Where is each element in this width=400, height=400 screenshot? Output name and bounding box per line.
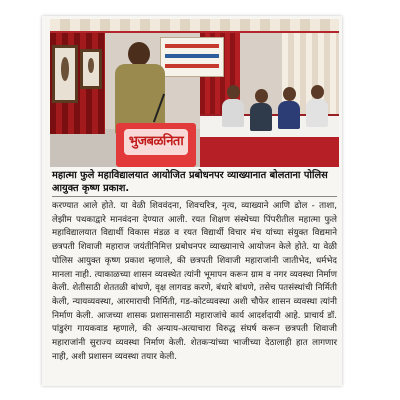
portrait-frame-1 — [52, 45, 78, 103]
event-photo — [50, 19, 339, 167]
curtain-valance — [50, 19, 339, 33]
photo-caption: महात्मा फुले महाविद्यालयात आयोजित प्रबोधनपर व्याख्यानात बोलताना पोलिस आयुक्त कृष्ण प्रकाश. — [52, 170, 328, 194]
newspaper-clipping — [42, 16, 342, 386]
wall-banner — [160, 37, 224, 77]
guest-seated — [306, 99, 328, 127]
guest-seated — [250, 103, 272, 131]
caption-divider — [52, 196, 337, 197]
guest-seated — [222, 99, 244, 127]
podium — [116, 123, 196, 167]
dais-table-cloth — [200, 137, 339, 167]
speaker-head — [128, 42, 150, 66]
podium-sign: भुजबळनिता — [124, 129, 188, 155]
guest-seated — [278, 101, 300, 129]
article-body: करण्यात आले होते. या वेळी शिववंदना, शिवचरित्र, नृत्य, व्याख्याने आणि ढोल - ताशा, लेझीम पथकाद्वारे मानवंदना देण्यात आली. रयत शिक्षण संस्थेच्या पिंपरीतील महात्मा फुले महाविद्यालयात विद्यार्थी विकास मंडळ व रयत विद्यार्थी विचार मंच यांच्या संयुक्त विद्यमाने छत्रपती शिवाजी महाराज जयंतीनिमित्त प्रबोधनपर व्याख्यानाचे आयोजन केले होते. या वेळी पोलिस आयुक्त कृष्ण प्रकाश म्हणाले, की छत्रपती शिवाजी महाराजांनी जातीभेद, धर्मभेद मानला नाही. त्याकाळच्या शासन व्यवस्थेत त्यांनी भूमापन करून ग्राम व नगर व्यवस्था निर्माण केली. शेतीसाठी शेततळी बांधणे, वृक्ष लागवड करणे, बंधारे बांधणे, तसेच पतसंस्थांची निर्मिती केली, न्यायव्यवस्था, आरमाराची निर्मिती, गड-कोटव्यवस्था अशी चौफेर शासन व्यवस्था त्यांनी निर्माण केली. आजच्या शासक प्रशासनासाठी महाराजांचे कार्य आदर्शदायी आहे. प्राचार्य डॉ. पांडुरंग गायकवाड म्हणाले, की अन्याय-अत्याचारा विरुद्ध संघर्ष करून छत्रपती शिवाजी महाराजांनी सुराज्य व्यवस्था निर्माण केली. शेतकऱ्यांच्या भाजीच्या देठालाही हात लागणार नाही, अशी प्रशासन व्यवस्था तयार केली. — [52, 201, 337, 362]
portrait-frame-2 — [80, 49, 102, 89]
